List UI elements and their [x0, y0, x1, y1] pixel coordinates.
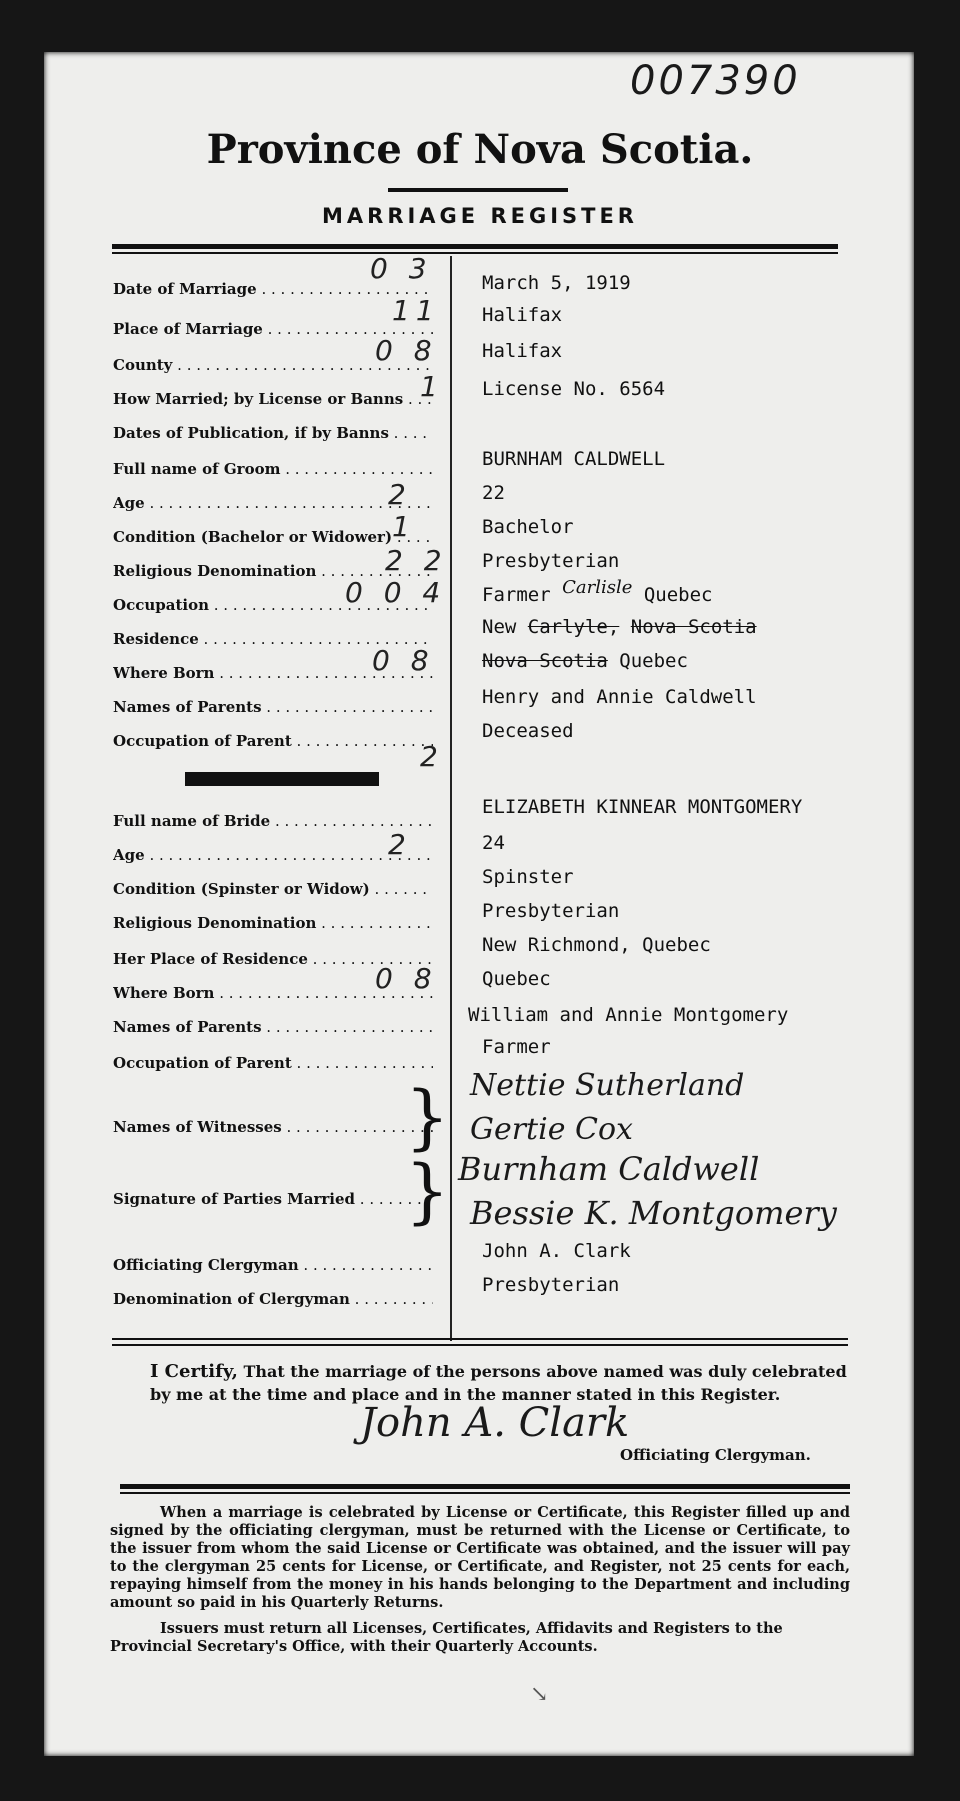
witness-signature: Nettie Sutherland [470, 1068, 745, 1103]
field-value: John A. Clark [482, 1240, 631, 1262]
field-label: Her Place of Residence . . . [113, 950, 433, 968]
field-code: 1 [420, 370, 444, 403]
field-value [482, 616, 757, 638]
clergyman-label: Officiating Clergyman. [620, 1446, 811, 1464]
field-value: Farmer [482, 1036, 551, 1058]
field-value: 24 [482, 832, 505, 854]
field-label: Religious Denomination . . . [113, 914, 433, 932]
field-code: 0 8 [372, 644, 435, 677]
field-label: Age . . . [113, 846, 433, 864]
field-code: 2 [420, 740, 444, 773]
field-label: Where Born . . . [113, 664, 433, 682]
born-text: Quebec [619, 650, 688, 672]
field-value: Presbyterian [482, 550, 620, 572]
column-divider [450, 256, 452, 1341]
field-value: William and Annie Montgomery [468, 1004, 789, 1026]
field-value: License No. 6564 [482, 378, 666, 400]
certify-lead: I Certify, [150, 1361, 238, 1382]
field-label: Occupation of Parent . . . [113, 732, 433, 750]
field-code: 0 8 [375, 962, 438, 995]
occupation-province: Quebec [643, 584, 713, 606]
field-value: Bachelor [482, 516, 574, 538]
residence-struck-province: Nova Scotia [630, 616, 757, 638]
register-form [44, 52, 914, 1756]
field-value: 22 [482, 482, 505, 504]
certify-text: That the marriage of the persons above named was duly celebrated by me at the time and place and in the manner stated in this Register. [150, 1362, 847, 1404]
field-value: BURNHAM CALDWELL [482, 448, 666, 470]
field-label: Religious Denomination . . . [113, 562, 433, 580]
serial-number: 007390 [630, 58, 801, 104]
clergyman-signature: John A. Clark [360, 1400, 630, 1446]
field-label: Denomination of Clergyman . . . [113, 1290, 433, 1308]
field-label: Where Born . . . [113, 984, 433, 1002]
field-code: 0 8 [375, 334, 438, 367]
field-label: Age . . . [113, 494, 433, 512]
field-label: Full name of Bride . . . [113, 812, 433, 830]
field-label: Place of Marriage . . . [113, 320, 433, 338]
header-rule [112, 244, 838, 249]
field-label: Full name of Groom . . . [113, 460, 433, 478]
field-value: New Richmond, Quebec [482, 934, 711, 956]
field-value: Presbyterian [482, 1274, 620, 1296]
footer-rule-thin [120, 1492, 850, 1494]
field-code: 11 [392, 294, 440, 327]
field-value: March 5, 1919 [482, 272, 631, 294]
field-label: Officiating Clergyman . . . [113, 1256, 433, 1274]
field-label: Names of Parents . . . [113, 698, 433, 716]
born-struck: Nova Scotia [482, 650, 608, 672]
occupation-insert: Carlisle [562, 577, 633, 598]
field-code: 0 0 4 [345, 576, 447, 609]
witnesses-label: Names of Witnesses . . . [113, 1118, 433, 1136]
register-subtitle: MARRIAGE REGISTER [322, 204, 638, 228]
field-label: Occupation . . . [113, 596, 433, 614]
field-code: 1 [392, 510, 416, 543]
witness-signature: Gertie Cox [470, 1112, 633, 1147]
residence-struck-town: Carlyle, [527, 616, 620, 638]
field-code: 2 [388, 828, 412, 861]
signatures-label: Signature of Parties Married . . . [113, 1190, 433, 1208]
field-label: Date of Marriage . . . [113, 280, 433, 298]
signatures-brace: } [405, 1150, 450, 1232]
field-label: How Married; by License or Banns . . . [113, 390, 433, 408]
field-label: Names of Parents . . . [113, 1018, 433, 1036]
field-value: Halifax [482, 304, 563, 326]
field-value: Henry and Annie Caldwell [482, 686, 757, 708]
section-divider-bar [185, 772, 379, 786]
field-label: Dates of Publication, if by Banns . . . [113, 424, 433, 442]
instructions-paragraph: When a marriage is celebrated by License or Certificate, this Register filled up and signed by the officiating clergyman, must be returned with the License or Certificate, to the issuer from whom the said License or Certificate was obtained, and the issuer will pay to the clergyman 25 cents for License, or Certificate, and Register, not 25 cents for each, repaying himself from the money in his hands belonging to the Department and including amount so paid in his Quarterly Returns. [110, 1504, 850, 1611]
instructions-paragraph: Issuers must return all Licenses, Certificates, Affidavits and Registers to the Provincial Secretary's Office, with their Quarterly Accounts. [110, 1620, 783, 1655]
title-rule [388, 188, 568, 192]
lower-rule [112, 1338, 848, 1340]
field-value: Deceased [482, 720, 574, 742]
field-value: Quebec [482, 968, 551, 990]
occupation-text: Farmer [482, 584, 551, 606]
field-value: ELIZABETH KINNEAR MONTGOMERY [482, 796, 803, 818]
field-value: Halifax [482, 340, 563, 362]
field-label: Condition (Spinster or Widow) . . . [113, 880, 433, 898]
field-label: Condition (Bachelor or Widower) . . . [113, 528, 433, 546]
field-label: Occupation of Parent . . . [113, 1054, 433, 1072]
province-title: Province of Nova Scotia. [206, 126, 754, 173]
field-value: Presbyterian [482, 900, 620, 922]
field-value: Spinster [482, 866, 574, 888]
field-value [482, 650, 688, 672]
footer-rule [120, 1484, 850, 1489]
field-label: County . . . [113, 356, 433, 374]
ink-mark: ↘ [530, 1682, 549, 1707]
header-rule-thin [112, 252, 838, 254]
field-value [482, 577, 713, 606]
groom-signature: Burnham Caldwell [458, 1150, 760, 1188]
field-label: Residence . . . [113, 630, 433, 648]
residence-text: New [482, 616, 517, 638]
field-code: 0 3 [370, 252, 433, 285]
field-code: 2 2 [385, 544, 448, 577]
witnesses-brace: } [405, 1076, 450, 1158]
bride-signature: Bessie K. Montgomery [470, 1194, 837, 1232]
lower-rule-thin [112, 1344, 848, 1346]
field-code: 2 [388, 478, 412, 511]
